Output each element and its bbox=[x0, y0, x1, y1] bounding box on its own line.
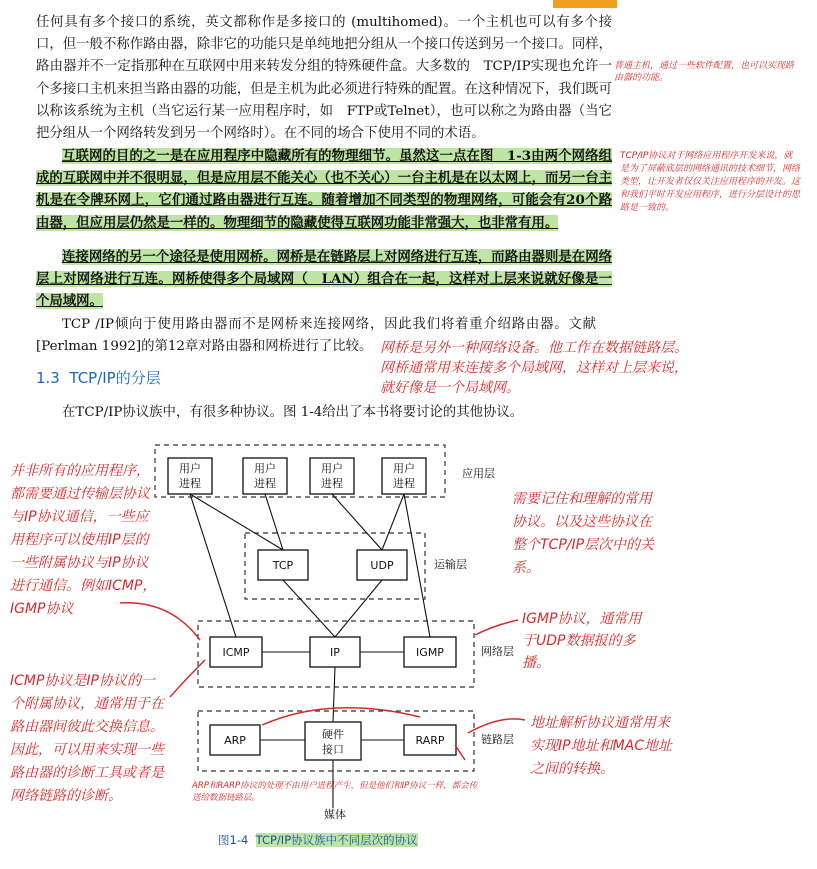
section-title: TCP/IP的分层 bbox=[69, 369, 161, 387]
svg-text:用户: 用户 bbox=[254, 462, 276, 475]
layer-label-link: 链路层 bbox=[481, 733, 514, 746]
svg-text:进程: 进程 bbox=[179, 477, 201, 490]
paragraph-multihomed-text: 任何具有多个接口的系统，英文都称作是多接口的 (multihomed)。一个主机也可以有多个接口，但一般不称作路由器，除非它的功能只是单纯地把分组从一个接口传送到另一个接口。同样，路由器并不一定指那种在互联网中用来转发分组的特殊硬件盒。大多数的 TCP/IP实现也允许一个多接口主机来担当路由器的功能，但是主机为此必须进行特殊的配置。在这种情况下，我们既可以称该系统为主机（当它运行某一应用程序时，如 FTP或Telnet），也可以称之为路由器（当它把分组从一个网络转发到另一个网络时）。在不同的场合下使用不同的术语。 bbox=[36, 15, 612, 142]
paragraph-intro-figure bbox=[36, 402, 612, 424]
rarp-label: RARP bbox=[415, 734, 445, 747]
note-app-protocols: 并非所有的应用程序，都需要通过传输层协议与IP协议通信，一些应用程序可以使用IP层的一些附属协议与IP协议进行通信。例如ICMP，IGMP协议 bbox=[10, 463, 157, 617]
paragraph-bridge bbox=[36, 246, 612, 313]
arp-label: ARP bbox=[224, 734, 246, 747]
protocol-layer-diagram bbox=[0, 425, 817, 830]
svg-text:接口: 接口 bbox=[322, 743, 344, 756]
note-arp-rarp: ARP和RARP协议的处理不由用户进程产生，但是他们和IP协议一样，都会传送给数据链路层。 bbox=[192, 781, 478, 803]
process-box bbox=[243, 458, 287, 494]
caption-text: TCP/IP协议族中不同层次的协议 bbox=[255, 833, 418, 847]
figure-caption bbox=[218, 832, 418, 848]
ip-label: IP bbox=[330, 646, 340, 659]
process-box bbox=[310, 458, 354, 494]
note-igmp: IGMP协议，通常用于UDP数据报的多播。 bbox=[522, 611, 642, 671]
note-hide-details: TCP/IP协议对于网络应用程序开发来说，就是为了屏蔽底层的网络通讯的技术细节，网络类型，让开发者仅仅关注应用程序的开发。这和我们平时开发应用程序，进行分层设计的思路是一致的。 bbox=[620, 151, 801, 213]
layer-label-transport: 运输层 bbox=[434, 558, 467, 571]
section-number: 1.3 bbox=[36, 369, 60, 387]
hardware-label: 硬件 bbox=[322, 728, 344, 741]
process-label: 用户 bbox=[179, 462, 201, 475]
paragraph-multihomed bbox=[36, 12, 612, 145]
udp-label: UDP bbox=[370, 559, 394, 572]
caption-label: 图1-4 bbox=[218, 833, 249, 847]
process-box bbox=[168, 458, 212, 494]
process-box bbox=[382, 458, 426, 494]
top-tab-marker bbox=[553, 0, 617, 8]
paragraph-intro-figure-text: 在TCP/IP协议族中，有很多种协议。图 1-4给出了本书将要讨论的其他协议。 bbox=[62, 405, 524, 420]
paragraph-bridge-text: 连接网络的另一个途径是使用网桥。网桥是在链路层上对网络进行互连，而路由器则是在网络层上对网络进行互连。网桥使得多个局域网（ LAN）组合在一起，这样对上层来说就好像是一个局域网。 bbox=[36, 249, 612, 310]
note-arp: 地址解析协议通常用来实现IP地址和MAC地址之间的转换。 bbox=[530, 715, 673, 777]
layer-label-app: 应用层 bbox=[462, 467, 495, 480]
svg-text:用户: 用户 bbox=[321, 462, 343, 475]
icmp-label: ICMP bbox=[222, 646, 250, 659]
svg-text:进程: 进程 bbox=[321, 477, 343, 490]
section-heading bbox=[36, 367, 161, 388]
paragraph-hide-details-text: 互联网的目的之一是在应用程序中隐藏所有的物理细节。虽然这一点在图 1-3由两个网络组成的互联网中并不很明显，但是应用层不能关心（也不关心）一台主机是在以太网上，而另一台主机是在令牌环网上，它们通过路由器进行互连。随着增加不同类型的物理网络，可能会有20个路由器，但应用层仍然是一样的。物理细节的隐藏使得互联网功能非常强大，也非常有用。 bbox=[36, 148, 612, 231]
svg-text:用户: 用户 bbox=[393, 462, 415, 475]
layer-label-network: 网络层 bbox=[481, 645, 514, 658]
igmp-label: IGMP bbox=[416, 646, 444, 659]
paragraph-router-preference-text: TCP /IP倾向于使用路由器而不是网桥来连接网络，因此我们将着重介绍路由器。文献[Perlman 1992]的第12章对路由器和网桥进行了比较。 bbox=[36, 317, 596, 355]
note-icmp: ICMP协议是IP协议的一个附属协议，通常用于在路由器间彼此交换信息。因此，可以用来实现一些路由器的诊断工具或者是网络链路的诊断。 bbox=[10, 673, 164, 804]
svg-text:进程: 进程 bbox=[393, 477, 415, 490]
svg-text:进程: 进程 bbox=[254, 477, 276, 490]
media-label: 媒体 bbox=[324, 808, 346, 821]
connection-lines bbox=[190, 494, 430, 740]
note-host-router: 普通主机，通过一些软件配置，也可以实现路由器的功能。 bbox=[614, 61, 795, 83]
paragraph-hide-details bbox=[36, 145, 612, 234]
note-bridge: 网桥是另外一种网络设备。他工作在数据链路层。网桥通常用来连接多个局域网，这样对上层来说，就好像是一个局域网。 bbox=[380, 340, 688, 396]
tcp-label: TCP bbox=[272, 559, 294, 572]
note-common-protocols: 需要记住和理解的常用协议。以及这些协议在整个TCP/IP层次中的关系。 bbox=[512, 491, 655, 576]
